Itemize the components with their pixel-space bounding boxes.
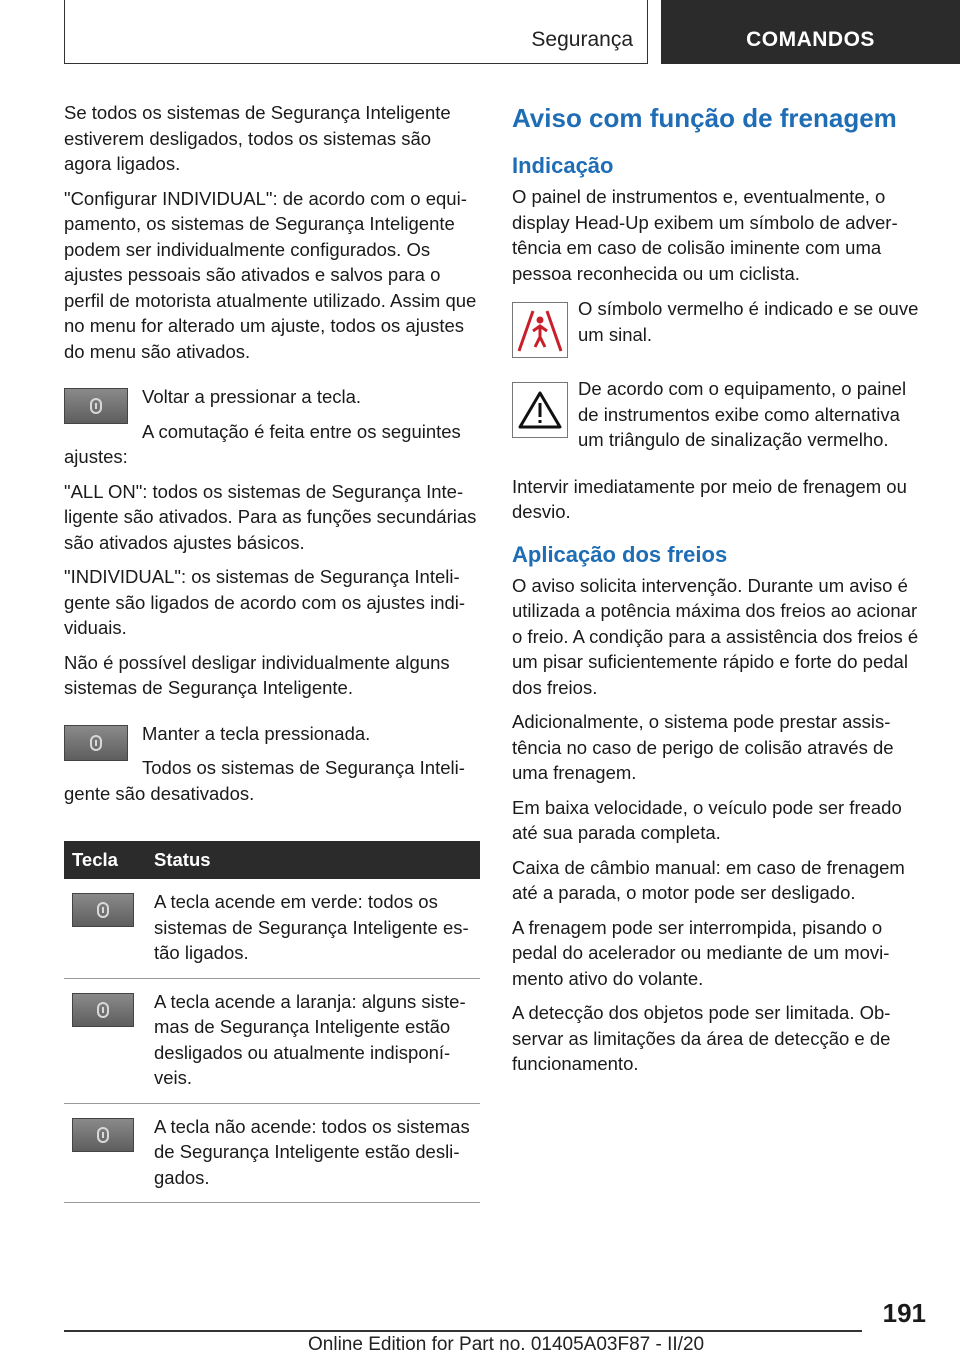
table-row xyxy=(64,879,480,978)
footer-edition: Online Edition for Part no. 01405A03F87 - II/20 xyxy=(308,1334,705,1355)
table-cell-status: A tecla acende em verde: todos os sistemas de Segurança Inteligente estão ligados. xyxy=(146,879,480,978)
key-instruction-2 xyxy=(64,721,480,816)
footer-divider xyxy=(64,1330,862,1332)
key-instruction-text: Voltar a pressionar a tecla. xyxy=(142,386,362,407)
paragraph: Não é possível desligar individualmente alguns sistemas de Segurança Inteligente. xyxy=(64,651,450,698)
table-row xyxy=(64,1103,480,1203)
right-column xyxy=(512,100,930,1086)
paragraph: "Configurar INDIVIDUAL": de acordo com o equipamento, os sistemas de Segurança Inteligente podem ser individualmente configurados. Os ajustes pessoais são ativados e salvos para o perfil de motorista atualmente utilizado. Assim que no menu for alterado um ajuste, todos os ajustes do menu são ativados. xyxy=(64,187,477,362)
subheading-indicacao: Indicação xyxy=(512,153,614,178)
header-section-box xyxy=(64,0,648,64)
paragraph: Caixa de câmbio manual: em caso de frenagem até a parada, o motor pode ser desligado. xyxy=(512,856,905,903)
left-column xyxy=(64,100,480,1203)
safety-button-icon xyxy=(64,388,128,424)
safety-button-icon xyxy=(72,993,134,1027)
table-row xyxy=(64,978,480,1103)
warning-text: De acordo com o equipamento, o painel de instrumentos exibe como alternativa um triângulo de sinalização vermelho. xyxy=(578,378,907,450)
warning-text: O símbolo vermelho é indicado e se ouve um sinal. xyxy=(578,298,919,345)
header-chapter-box xyxy=(661,0,960,64)
table-header-status: Status xyxy=(146,841,480,879)
page-number: 191 xyxy=(882,1298,926,1328)
section-heading: Aviso com função de frenagem xyxy=(512,103,897,133)
paragraph: Se todos os sistemas de Segurança Inteligente estiverem desligados, todos os sistemas são agora ligados. xyxy=(64,102,451,174)
safety-button-icon xyxy=(72,1118,134,1152)
key-instruction-text: Todos os sistemas de Segurança Inteligente são desativados. xyxy=(64,757,465,804)
status-table xyxy=(64,841,480,1203)
table-cell-status: A tecla não acende: todos os sistemas de Segurança Inteligente estão desligados. xyxy=(146,1103,480,1203)
section-title: Segurança xyxy=(531,28,633,51)
paragraph: Adicionalmente, o sistema pode prestar assistência no caso de perigo de colisão através de uma frenagem. xyxy=(512,711,894,783)
table-cell-status: A tecla acende a laranja: alguns sistemas de Segurança Inteligente estão desligados ou atualmente indisponíveis. xyxy=(146,978,480,1103)
table-header-key: Tecla xyxy=(64,841,146,879)
paragraph: O aviso solicita intervenção. Durante um aviso é utilizada a potência máxima dos freios ao acionar o freio. A condição para a assistência dos freios é um pisar suficientemente rápido e forte do pedal dos freios. xyxy=(512,574,919,698)
paragraph: A detecção dos objetos pode ser limitada. Observar as limitações da área de detecção e de funcionamento. xyxy=(512,1002,891,1074)
paragraph: "INDIVIDUAL": os sistemas de Segurança Inteligente são ligados de acordo com os ajustes individuais. xyxy=(64,566,466,638)
key-instruction-text: Manter a tecla pressionada. xyxy=(142,722,371,744)
paragraph: A frenagem pode ser interrompida, pisando o pedal do acelerador ou mediante de um movimento ativo do volante. xyxy=(512,916,890,989)
paragraph: O painel de instrumentos e, eventualmente, o display Head-Up exibem um símbolo de advertência em caso de colisão iminente com uma pessoa reconhecida ou um ciclista. xyxy=(512,186,898,284)
key-instruction-1 xyxy=(64,384,480,479)
subheading-aplicacao: Aplicação dos freios xyxy=(512,541,728,567)
paragraph: Intervir imediatamente por meio de frenagem ou desvio. xyxy=(512,475,907,522)
safety-button-icon xyxy=(64,725,128,761)
safety-button-icon xyxy=(72,893,134,927)
chapter-title: COMANDOS xyxy=(746,28,875,51)
paragraph: "ALL ON": todos os sistemas de Segurança Inteligente são ativados. Para as funções secundárias são ativados ajustes básicos. xyxy=(64,480,477,553)
paragraph: Em baixa velocidade, o veículo pode ser freado até sua parada completa. xyxy=(512,796,902,843)
warning-triangle-icon xyxy=(512,382,568,438)
key-instruction-text: A comutação é feita entre os seguintes ajustes: xyxy=(64,420,461,467)
pedestrian-warning-icon xyxy=(512,302,568,358)
warning-item-2 xyxy=(512,376,930,462)
warning-item-1 xyxy=(512,296,930,364)
